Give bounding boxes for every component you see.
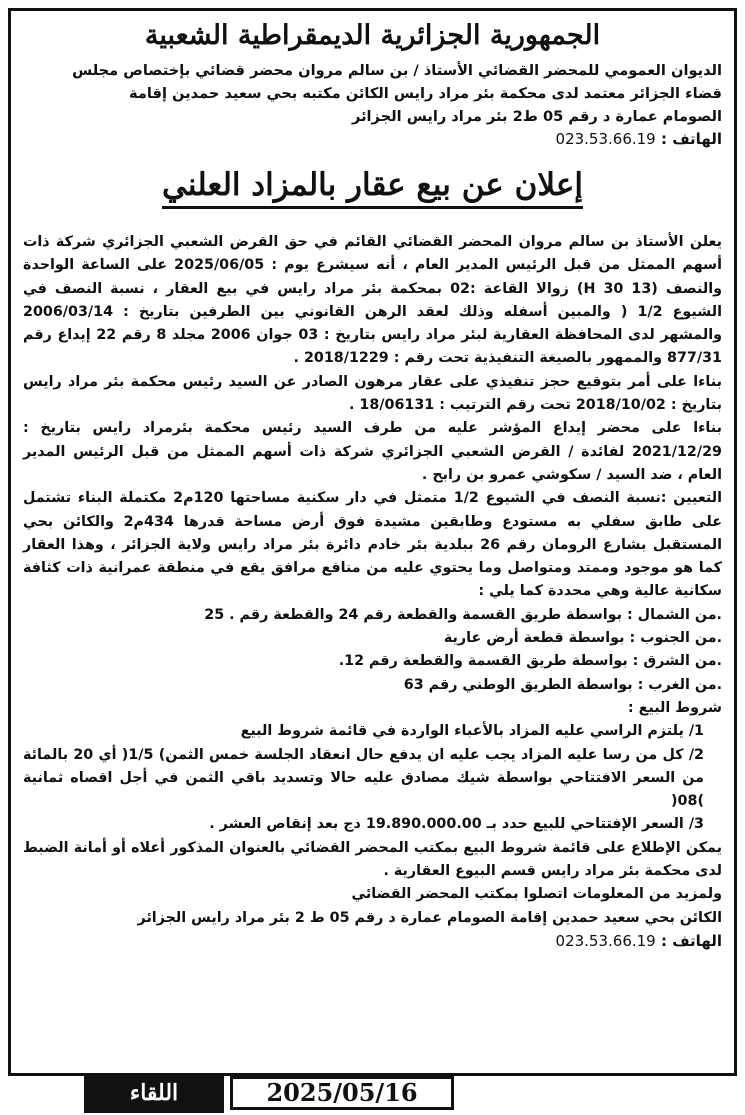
conditions-title: شروط البيع : <box>627 699 722 716</box>
closing-paragraph: يمكن الإطلاع على قائمة شروط البيع بمكتب المحضر القضائي بالعنوان المذكور أعلاه أو أمانة الضبط لدى محكمة بئر مراد رايس قسم البيوع العقارية . <box>23 839 722 880</box>
seizure-paragraph: بناءا على أمر بتوقيع حجز تنفيذي على عقار مرهون الصادر عن السيد رئيس محكمة بئر مراد رايس بتاريخ : 2018/10/02 تحت رقم الترتيب : 18/06131 . <box>23 373 722 414</box>
office-line-1: الديوان العمومي للمحضر القضائي الأستاذ / بن سالم مروان محضر قضائي بإختصاص مجلس <box>72 62 722 79</box>
closing-address-line: الكائن بحي سعيد حمدين إقامة الصومام عمارة د رقم 05 ط 2 بئر مراد رايس الجزائر <box>137 909 722 926</box>
closing-phone-number: 023.53.66.19 <box>555 931 656 950</box>
designation-paragraph: التعيين :نسبة النصف في الشيوع 1/2 متمثل في دار سكنية مساحتها 120م2 مكتملة البناء تشتمل على طابق سفلي به مستودع وطابقين مشيدة فوق أرض مساحة قدرها 434م2 والكائن بحي المستقبل بشارع الرومان رقم 26 ببلدية بئر خادم دائرة بئر مراد رايس ولاية الجزائر ، وهذا العقار كما هو موجود وممتد ومتواصل وما يحتوي عليه من منافع مرافق يقع في منطقة عمرانية ذات كثافة سكانية عالية وهي محددة كما يلي : <box>23 490 722 600</box>
office-phone-row <box>23 128 722 150</box>
property-bounds-list <box>23 604 722 697</box>
closing-phone-row <box>23 930 722 952</box>
condition-1: 1/ يلتزم الراسي عليه المزاد بالأعباء الواردة في قائمة شروط البيع <box>240 723 704 740</box>
phone-label: الهاتف : <box>660 130 722 148</box>
bound-west: .من الغرب : بواسطة الطريق الوطني رقم 63 <box>403 676 722 693</box>
office-line-3: الصومام عمارة د رقم 05 ط2 بئر مراد رايس الجزائر <box>351 108 722 125</box>
closing-phone-label: الهاتف : <box>660 931 722 950</box>
bound-south: .من الجنوب : بواسطة قطعة أرض عارية <box>443 630 722 647</box>
intro-paragraph: يعلن الأستاذ بن سالم مروان المحضر القضائي القائم في حق القرض الشعبي الجزائري شركة ذات أسهم الممثل من قبل الرئيس المدير العام ، أنه سيشرع يوم : 2025/06/05 على الساعة الواحدة والنصف (H 30 13) زوالا القاعة :02 بمحكمة بئر مراد رايس في بيع العقار ، نسبة النصف في الشيوع 1/2 ( والمبين أسفله وذلك لعقد الرهن القانوني بين الطرفين بتاريخ : 2006/03/14 والمشهر لدى المحافظة العقارية لبئر مراد رايس بتاريخ : 03 جوان 2006 مجلد 8 رقم 22 إيداع رقم 877/31 والممهور بالصيغة التنفيذية تحت رقم : 2018/1229 . <box>23 234 723 367</box>
phone-number: 023.53.66.19 <box>555 130 656 148</box>
newspaper-name: اللقاء <box>84 1075 224 1113</box>
closing-contact-line: ولمزيد من المعلومات اتصلوا بمكتب المحضر القضائي <box>351 886 722 903</box>
announcement-title: إعلان عن بيع عقار بالمزاد العلني <box>162 166 583 209</box>
office-line-2: قضاء الجزائر معتمد لدى محكمة بئر مراد رايس الكائن مكتبه بحي سعيد حمدين إقامة <box>129 85 722 102</box>
bound-north: .من الشمال : بواسطة طريق القسمة والقطعة رقم 24 والقطعة رقم . 25 <box>204 606 722 623</box>
publication-date: 2025/05/16 <box>230 1076 454 1110</box>
condition-3: 3/ السعر الإفتتاحي للبيع حدد بـ 19.890.000.00 دج بعد إنقاص العشر . <box>209 816 704 833</box>
condition-2: 2/ كل من رسا عليه المزاد يجب عليه ان يدفع حال انعقاد الجلسة خمس الثمن) 1/5( أي 20 بالمائة من السعر الافتتاحي بواسطة شيك مصادق عليه حالا وتسديد باقي الثمن في أجل اقصاه ثمانية )08( <box>23 746 704 810</box>
announcement-frame <box>8 8 737 1076</box>
deposit-paragraph: بناءا على محضر إيداع المؤشر عليه من طرف السيد رئيس محكمة بئرمراد رايس بتاريخ : 2021/12/29 لفائدة / القرض الشعبي الجزائري شركة ذات أسهم الممثل من قبل الرئيس المدير العام ، ضد السيد / سكوشي عمرو بن رابح . <box>23 420 722 483</box>
republic-heading: الجمهورية الجزائرية الديمقراطية الشعبية <box>144 20 601 51</box>
bound-east: .من الشرق : بواسطة طريق القسمة والقطعة رقم 12. <box>338 653 722 670</box>
